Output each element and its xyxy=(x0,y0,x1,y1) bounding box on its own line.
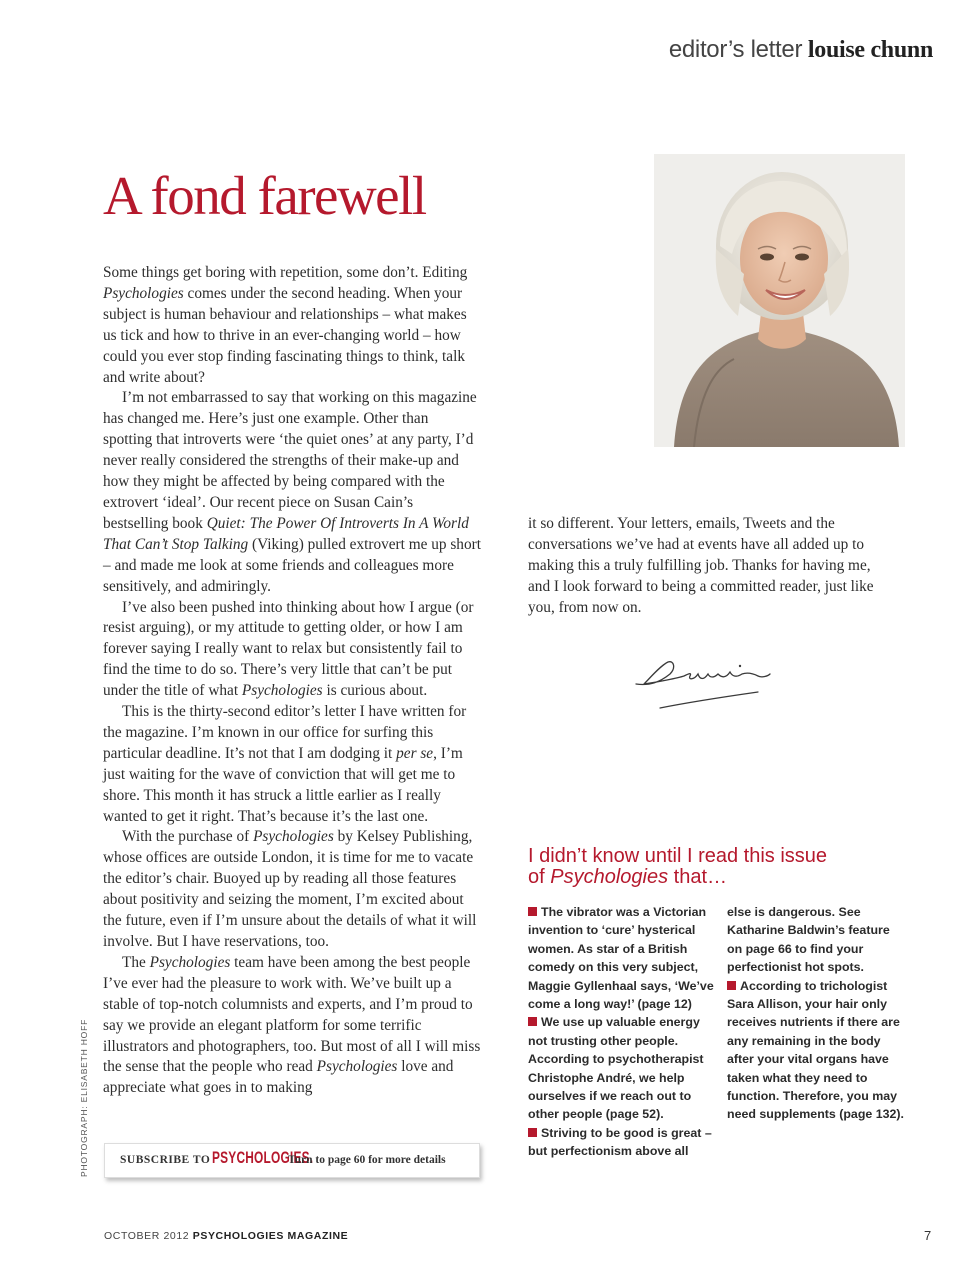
text-run: This is the thirty-second editor’s letter I have written for the magazine. I’m known in our office for surfing this particular deadline. It’s not that I am dodging it xyxy=(103,703,467,762)
portrait-illustration xyxy=(654,154,905,447)
sidebar-fact xyxy=(727,977,907,1124)
square-bullet-icon xyxy=(528,1128,537,1137)
italic-text: Psychologies xyxy=(550,866,669,888)
italic-text: Quiet: The Power Of Introverts In A World That Can’t Stop Talking xyxy=(103,514,469,553)
page-number: 7 xyxy=(924,1228,932,1243)
subscribe-banner[interactable] xyxy=(104,1143,480,1178)
section-header xyxy=(669,36,933,64)
text-run: team have been among the best people I’ve ever had the pleasure to work with. We’ve built up a stable of top-notch columnists and experts, and I’m proud to say we provide an elegant platform for some terrific illustrators and photographers, too. But most of all I will miss the sense that the people who read xyxy=(103,953,481,1076)
paragraph xyxy=(103,953,481,1099)
text-run: is curious about. xyxy=(322,682,428,700)
page-footer xyxy=(104,1230,348,1242)
paragraph xyxy=(103,827,481,952)
text-run: that… xyxy=(668,866,728,888)
sidebar-fact-text: According to trichologist Sara Allison, your hair only receives nutrients if there are any remaining in the body after your vital organs have taken what they need to function. Therefore, you may need supplements (page 132). xyxy=(727,978,904,1122)
sidebar-fact-text: Striving to be good is great – but perfectionism above all xyxy=(528,1125,712,1159)
article-body-left xyxy=(103,263,481,1099)
sidebar-title xyxy=(528,846,848,888)
text-run: , I’m just waiting for the wave of conviction that will get me to shore. This month it has struck a little earlier as I really wanted to get it right. That’s because it’s the last one. xyxy=(103,744,463,825)
sidebar-fact xyxy=(528,1013,714,1123)
italic-text: Psychologies xyxy=(103,284,184,302)
text-run: by Kelsey Publishing, whose offices are outside London, it is time for me to vacate the editor’s chair. Buoyed up by reading all those features about positivity and seizing the moment, I’m excited about the future, even if I’m unsure about the details of what it will involve. But I have reservations, too. xyxy=(103,828,477,950)
sidebar-column-a xyxy=(528,903,714,1161)
text-run: I’m not embarrassed to say that working on this magazine has changed me. Here’s just one example. Other than spotting that introverts were ‘the quiet ones’ at any party, I’d never really considered the strengths of their make-up and how they might be affected by being compared with the extrovert ‘ideal’. Our recent piece on Susan Cain’s bestselling book xyxy=(103,389,477,532)
paragraph xyxy=(103,388,481,597)
sidebar-fact xyxy=(727,903,907,977)
section-label: editor’s letter xyxy=(668,36,803,63)
paragraph xyxy=(528,514,890,619)
sidebar-fact xyxy=(528,903,714,1013)
italic-text: Psychologies xyxy=(241,682,323,700)
text-run: With the purchase of xyxy=(122,828,254,846)
italic-text: per se xyxy=(396,744,434,762)
paragraph xyxy=(103,263,481,388)
footer-magazine: PSYCHOLOGIES MAGAZINE xyxy=(192,1230,349,1242)
text-run: comes under the second heading. When your subject is human behaviour and relationships – what makes us tick and how to thrive in an ever-changing world – how could you ever stop finding fascinating things to think, talk and write about? xyxy=(103,284,467,386)
subscribe-brand: PSYCHOLOGIES. xyxy=(212,1148,314,1167)
footer-issue: OCTOBER 2012 xyxy=(104,1230,190,1242)
editor-portrait xyxy=(654,154,905,447)
square-bullet-icon xyxy=(528,1017,537,1026)
text-run: I’ve also been pushed into thinking about how I argue (or resist arguing), or my attitude to getting older, or how I am forever saying I really want to relax but consistently fail to find the time to do so. There’s very little that can’t be put under the title of what xyxy=(103,598,474,700)
signature-graphic xyxy=(630,646,775,716)
paragraph xyxy=(103,702,481,827)
sidebar-fact-text: The vibrator was a Victorian invention to ‘cure’ hysterical women. As star of a British comedy on this very subject, Maggie Gyllenhaal says, ‘We’ve come a long way!’ (page 12) xyxy=(528,905,714,1012)
italic-text: Psychologies xyxy=(253,828,334,846)
text-run: The xyxy=(122,953,150,971)
text-run: love and appreciate what goes in to making xyxy=(103,1058,454,1097)
subscribe-lead: SUBSCRIBE TO xyxy=(120,1154,211,1166)
author-name: louise chunn xyxy=(807,37,933,63)
paragraph xyxy=(103,598,481,703)
text-run: it so different. Your letters, emails, Tweets and the conversations we’ve had at events have all added up to making this a truly fulfilling job. Thanks for having me, and I look forward to being a committed reader, just like you, from now on. xyxy=(528,515,874,616)
square-bullet-icon xyxy=(528,907,537,916)
headline: A fond farewell xyxy=(103,165,426,226)
article-body-right xyxy=(528,514,890,619)
sidebar-column-b xyxy=(727,903,907,1124)
text-run: (Viking) pulled extrovert me up short – and made me look at some friends and colleagues more sensitively, and admiringly. xyxy=(103,535,481,595)
italic-text: Psychologies xyxy=(316,1058,398,1076)
square-bullet-icon xyxy=(727,981,736,990)
sidebar-fact-text: else is dangerous. See Katharine Baldwin’s feature on page 66 to find your perfectionist hot spots. xyxy=(727,905,890,975)
signature xyxy=(630,646,775,716)
text-run: Some things get boring with repetition, some don’t. Editing xyxy=(103,264,468,281)
photo-credit: PHOTOGRAPH: ELISABETH HOFF xyxy=(79,1018,89,1177)
italic-text: Psychologies xyxy=(149,953,231,971)
subscribe-detail: Turn to page 60 for more details xyxy=(288,1154,446,1166)
sidebar-fact xyxy=(528,1124,714,1161)
sidebar-fact-text: We use up valuable energy not trusting other people. According to psychotherapist Christophe André, we help ourselves if we reach out to other people (page 52). xyxy=(528,1015,704,1122)
text-run: I didn’t know until I read this issue of xyxy=(528,845,828,888)
